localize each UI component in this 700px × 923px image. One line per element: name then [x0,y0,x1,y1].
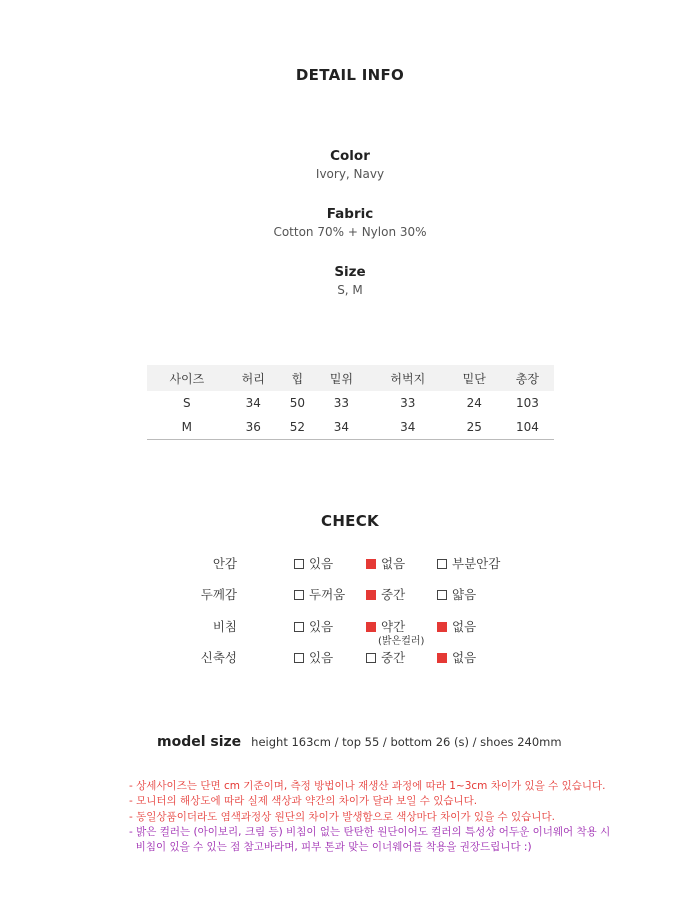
col-thigh: 허벅지 [368,365,448,391]
fabric-value: Cotton 70% + Nylon 30% [273,225,427,239]
col-size: 사이즈 [147,365,227,391]
checkbox-icon [366,559,376,569]
col-hem: 밑단 [448,365,501,391]
notes [129,779,610,855]
model-size [157,731,562,750]
page-title: DETAIL INFO [295,66,405,84]
table-row [147,415,554,440]
check-option-label: 얇음 [452,587,477,602]
checkbox-icon [437,622,447,632]
checkbox-icon [437,559,447,569]
checkbox-icon [366,622,376,632]
note-line: - 동일상품이더라도 염색과정상 원단의 차이가 발생함으로 색상마다 차이가 있을 수 있습니다. [129,810,555,823]
checkbox-icon [437,653,447,663]
check-option-label: 있음 [309,619,334,634]
table-cell: 24 [466,396,482,410]
note-line: 비침이 있을 수 있는 점 참고바라며, 피부 톤과 맞는 이너웨어를 착용을 권장드립니다 :) [129,841,532,854]
col-hip: 힙 [280,365,315,391]
table-cell: 104 [501,415,554,440]
check-option [294,617,333,635]
note-line: - 밝은 컬러는 (아이보리, 크림 등) 비침이 없는 탄탄한 원단이어도 컬러의 특성상 어두운 이너웨어 착용 시 [129,825,611,838]
table-cell: 36 [227,415,280,440]
check-option-label: 약간 [381,619,406,634]
checkbox-icon [294,559,304,569]
table-cell: 34 [245,396,261,410]
check-option [437,585,476,603]
size-table-header [147,365,554,391]
check-option [366,585,405,603]
check-option-label: 있음 [309,556,334,571]
check-row-lining [0,554,700,574]
size-table [147,365,554,440]
checkbox-icon [437,590,447,600]
check-row-label: 비침 [212,619,237,634]
check-option [437,617,476,635]
col-waist: 허리 [227,365,280,391]
check-option [437,554,500,572]
table-cell: 52 [280,415,315,440]
check-row-label: 신축성 [200,650,237,665]
checkbox-icon [294,590,304,600]
table-cell: 33 [400,396,416,410]
table-cell: M [147,415,227,440]
size-label: Size [334,264,366,280]
table-cell: 34 [315,415,368,440]
check-row-label: 안감 [212,556,237,571]
table-cell: 33 [333,396,350,410]
check-option-label: 부분안감 [452,556,501,571]
table-cell: S [183,396,191,410]
table-cell: 34 [368,415,448,440]
table-cell: 25 [448,415,501,440]
check-option [437,648,476,666]
check-option [294,554,333,572]
table-cell: 50 [289,396,305,410]
check-row-sheerness [0,617,700,647]
check-option-note: (밝은컬러) [378,636,425,647]
color-label: Color [330,148,370,164]
col-rise: 밑위 [315,365,368,391]
checkbox-icon [366,653,376,663]
check-option-label: 있음 [309,650,334,665]
check-option [366,648,405,666]
check-title: CHECK [321,512,379,530]
check-option [294,585,345,603]
checkbox-icon [294,653,304,663]
check-option-label: 없음 [452,619,477,634]
check-option [366,554,405,572]
table-cell: 103 [515,396,539,410]
check-option-label: 없음 [381,556,406,571]
check-option-label: 중간 [381,587,406,602]
check-row-label: 두께감 [200,587,237,602]
fabric-label: Fabric [326,206,374,222]
check-row-thickness [0,585,700,605]
check-option [294,648,333,666]
check-option-label: 두꺼움 [309,587,346,602]
model-size-value: height 163cm / top 55 / bottom 26 (s) / shoes 240mm [251,735,562,749]
size-value: S, M [337,283,363,297]
check-option-label: 중간 [381,650,406,665]
check-row-stretch [0,648,700,668]
checkbox-icon [294,622,304,632]
color-value: Ivory, Navy [315,167,385,181]
table-row [147,391,554,415]
note-line: - 모니터의 해상도에 따라 실제 색상과 약간의 차이가 달라 보일 수 있습니다. [129,795,478,808]
col-length: 총장 [501,365,554,391]
check-option-label: 없음 [452,650,477,665]
model-size-title: model size [157,734,242,750]
checkbox-icon [366,590,376,600]
note-line: - 상세사이즈는 단면 cm 기준이며, 측정 방법이나 재생산 과정에 따라 1~3cm 차이가 있을 수 있습니다. [129,780,606,792]
